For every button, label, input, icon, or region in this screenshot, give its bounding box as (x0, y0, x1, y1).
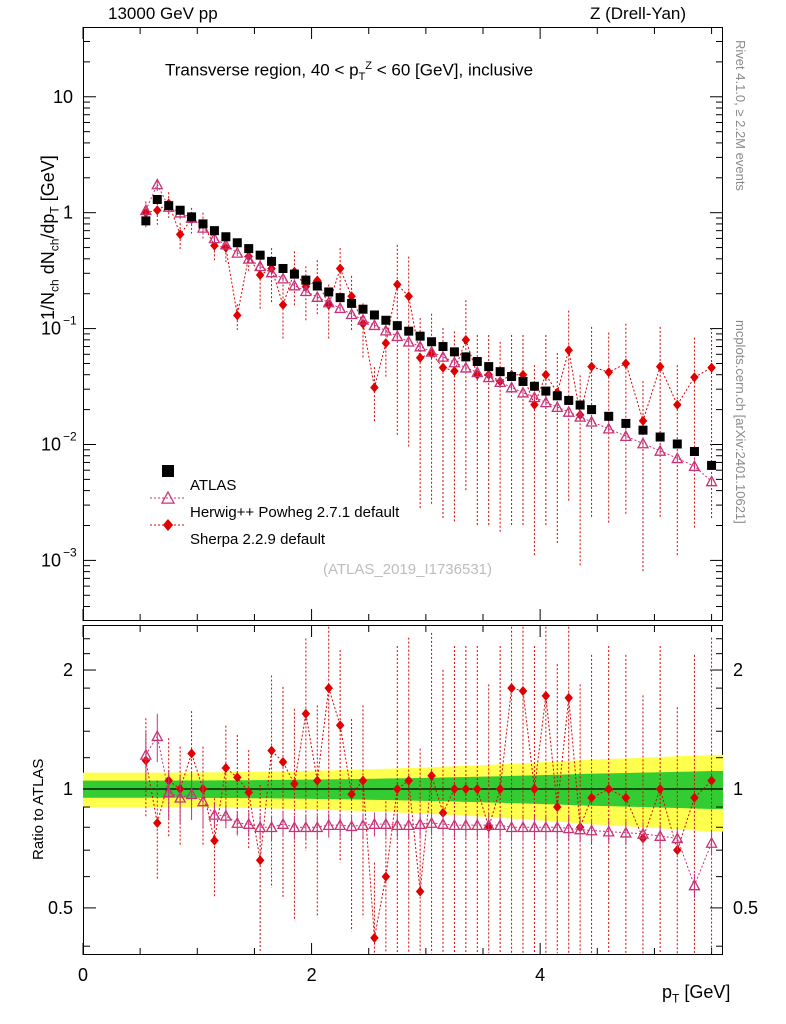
side-annotation-mcplots: mcplots.cern.ch [arXiv:2401.10621] (733, 320, 748, 524)
marker-square (187, 212, 196, 221)
marker-diamond (673, 400, 682, 410)
header-left: 13000 GeV pp (108, 4, 218, 23)
ratio-y-tick-label-right: 1 (733, 778, 744, 799)
marker-square (439, 342, 448, 351)
y-axis-label-main: $1/N_{ch}$ $dN_{ch}/dp_T$ [GeV] (38, 155, 62, 320)
marker-diamond (519, 686, 528, 696)
marker-square (473, 357, 482, 366)
y-axis-label-ratio: Ratio to ATLAS (30, 758, 47, 860)
marker-diamond (187, 748, 196, 758)
ratio-y-tick-label-right: 2 (733, 660, 744, 681)
marker-square (347, 299, 356, 308)
ratio-y-tick-label-right: 0.5 (733, 897, 759, 918)
marker-square (576, 401, 585, 410)
plot-title: Transverse region, $40 < p_T^Z < 60$ [GeV], inclusive (165, 60, 534, 84)
x-tick-label: 0 (77, 965, 89, 985)
marker-diamond (639, 416, 648, 426)
marker-diamond (656, 362, 665, 372)
legend-label-sherpa: Sherpa 2.2.9 default (190, 531, 326, 548)
side-annotation-rivet: Rivet 4.1.0, ≥ 2.2M events (733, 40, 748, 191)
y-tick-exponent: −3 (63, 545, 77, 560)
marker-diamond (267, 746, 276, 756)
marker-square (564, 396, 573, 405)
marker-diamond (233, 310, 242, 320)
marker-diamond (622, 358, 631, 368)
marker-diamond (393, 280, 402, 290)
marker-diamond (163, 519, 173, 531)
marker-diamond (370, 933, 379, 943)
marker-square (336, 293, 345, 302)
marker-diamond (222, 763, 231, 773)
marker-diamond (707, 363, 716, 373)
ratio-y-tick-label: 0.5 (47, 897, 73, 918)
marker-square (290, 270, 299, 279)
ratio-y-tick-label: 2 (62, 660, 73, 681)
marker-diamond (153, 205, 162, 215)
legend-label-atlas: ATLAS (190, 477, 237, 494)
y-tick-label: 10 (40, 318, 61, 339)
marker-square (370, 310, 379, 319)
marker-square (621, 419, 630, 428)
marker-square (176, 206, 185, 215)
marker-square (707, 461, 716, 470)
x-tick-label: 2 (306, 965, 317, 985)
marker-diamond (542, 691, 551, 701)
marker-square (267, 257, 276, 266)
marker-diamond (542, 370, 551, 380)
marker-diamond (382, 338, 391, 348)
marker-square (404, 327, 413, 336)
marker-square (233, 238, 242, 247)
sherpa-main-line (146, 204, 712, 421)
y-tick-label: 10 (52, 86, 73, 107)
marker-square (484, 362, 493, 371)
y-tick-label: 10 (40, 550, 61, 571)
marker-square (604, 412, 613, 421)
marker-square (164, 201, 173, 210)
marker-diamond (370, 383, 379, 393)
marker-square (153, 195, 162, 204)
marker-square (496, 367, 505, 376)
marker-diamond (450, 366, 459, 376)
marker-square (541, 387, 550, 396)
marker-square (530, 382, 539, 391)
marker-square (507, 372, 516, 381)
y-tick-exponent: −1 (63, 313, 77, 328)
marker-diamond (256, 270, 265, 280)
y-tick-label: 10 (40, 434, 61, 455)
marker-diamond (507, 683, 515, 693)
marker-square (587, 405, 596, 414)
marker-square (199, 219, 208, 228)
marker-diamond (690, 372, 699, 382)
marker-diamond (382, 872, 391, 882)
marker-diamond (279, 757, 288, 767)
y-tick-label: 1 (62, 202, 73, 223)
marker-square (381, 316, 390, 325)
marker-diamond (153, 818, 162, 828)
herwig-main-line (146, 185, 712, 482)
marker-square (210, 226, 219, 235)
marker-square (690, 447, 699, 456)
marker-square (673, 439, 682, 448)
y-tick-exponent: −2 (63, 429, 77, 444)
marker-square (313, 282, 322, 291)
marker-diamond (416, 353, 425, 363)
marker-square (141, 216, 150, 225)
marker-square (519, 377, 528, 386)
ratio-y-tick-label: 1 (62, 778, 73, 799)
marker-square (244, 244, 253, 253)
marker-diamond (439, 363, 448, 373)
x-tick-label: 4 (535, 965, 546, 985)
marker-diamond (336, 263, 345, 273)
marker-diamond (210, 836, 219, 846)
marker-square (279, 264, 288, 273)
marker-square (221, 232, 230, 241)
marker-diamond (416, 887, 425, 897)
marker-square (450, 347, 459, 356)
marker-diamond (176, 229, 185, 239)
marker-square (162, 465, 174, 477)
marker-square (461, 352, 470, 361)
marker-diamond (462, 335, 471, 345)
marker-diamond (324, 683, 333, 693)
marker-diamond (604, 367, 613, 377)
marker-diamond (587, 362, 596, 372)
marker-square (324, 287, 333, 296)
marker-diamond (564, 693, 573, 703)
marker-square (359, 305, 368, 314)
marker-diamond (256, 855, 265, 865)
header-right: Z (Drell-Yan) (590, 4, 687, 23)
dataset-watermark: (ATLAS_2019_I1736531) (323, 561, 493, 578)
marker-square (393, 321, 402, 330)
marker-square (656, 433, 665, 442)
marker-square (416, 332, 425, 341)
marker-diamond (279, 300, 288, 310)
x-axis-label: $p_T$ [GeV] (662, 982, 731, 1006)
marker-square (427, 337, 436, 346)
legend-label-herwig: Herwig++ Powheg 2.7.1 default (190, 504, 400, 521)
marker-diamond (336, 720, 345, 730)
marker-diamond (564, 345, 573, 355)
marker-square (639, 426, 648, 435)
marker-square (301, 276, 310, 285)
marker-diamond (302, 709, 311, 719)
marker-square (256, 251, 265, 260)
marker-square (553, 391, 562, 400)
